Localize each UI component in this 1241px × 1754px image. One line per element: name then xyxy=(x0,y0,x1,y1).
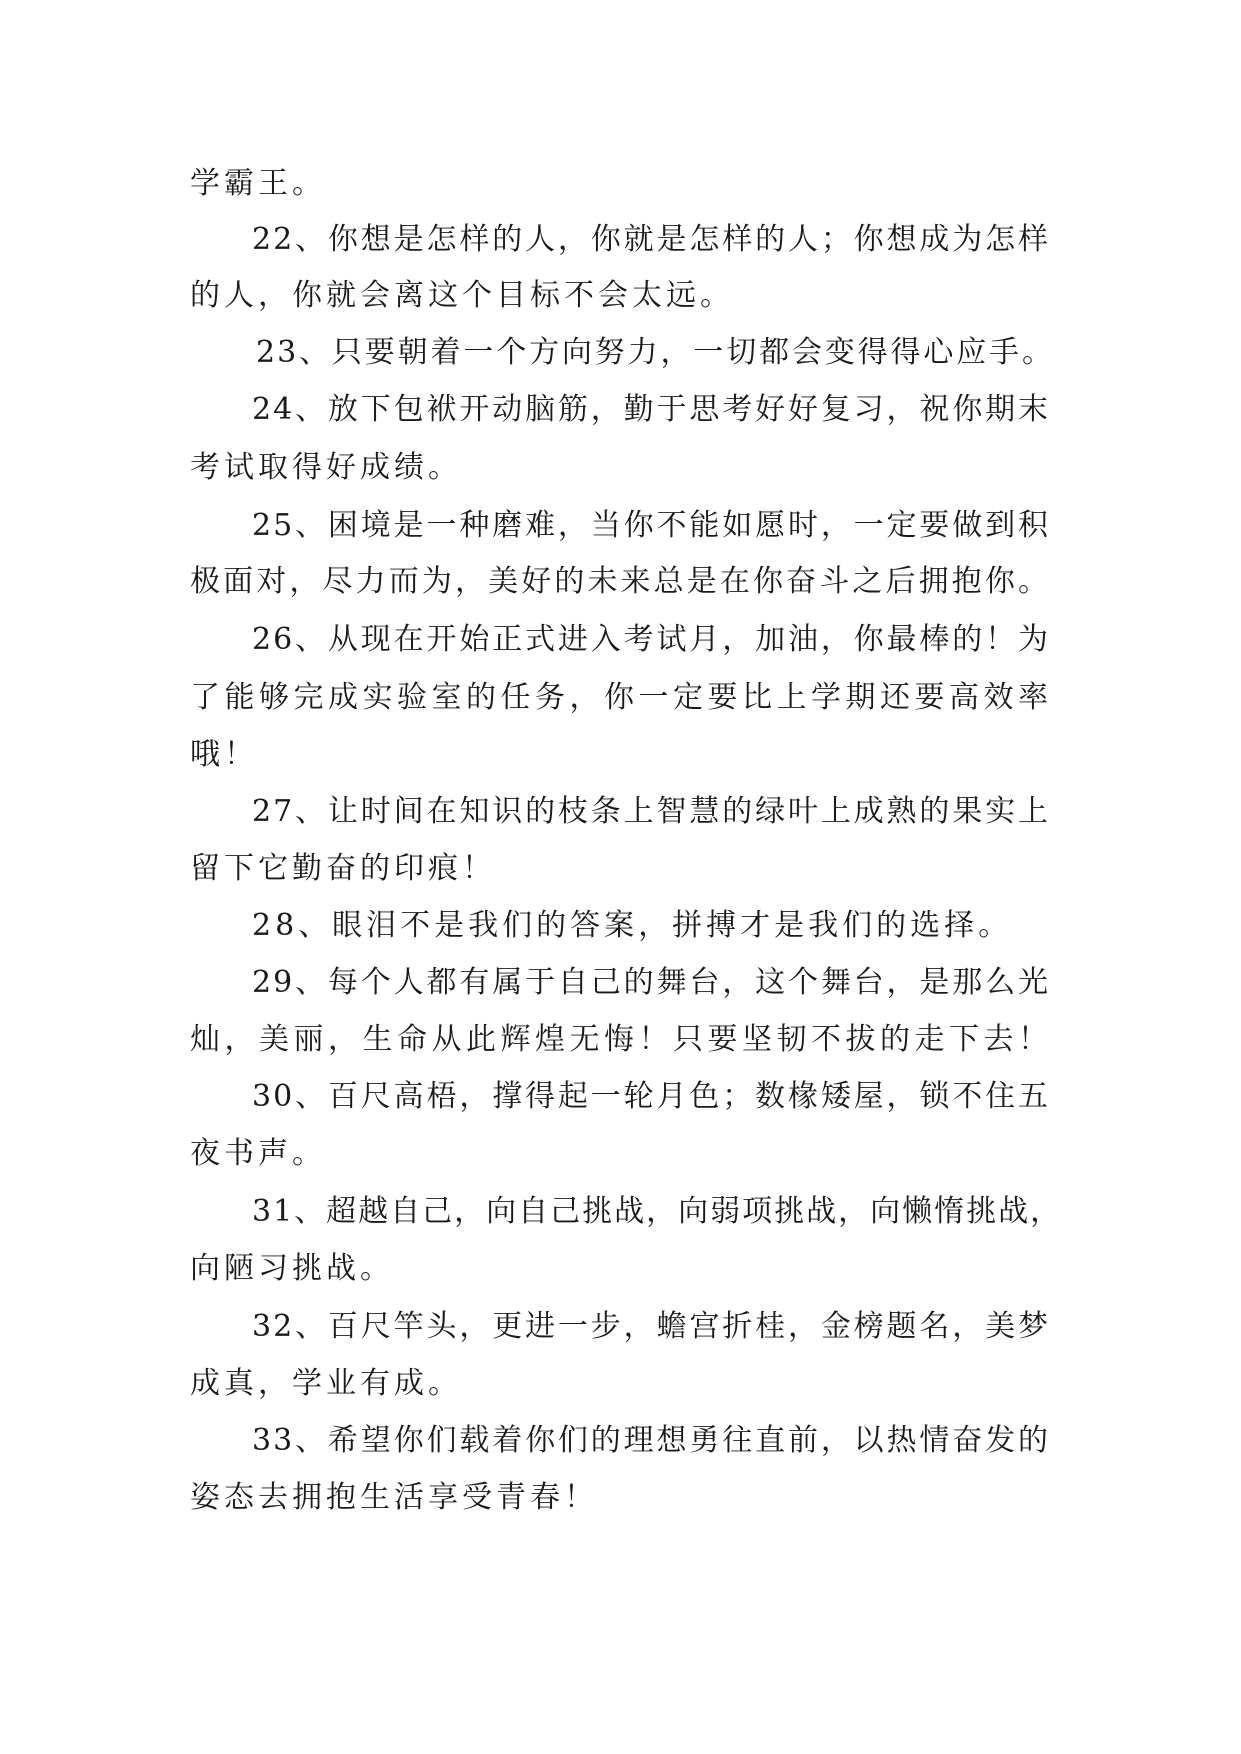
text-line: 25、困境是一种磨难，当你不能如愿时，一定要做到积 xyxy=(252,508,1050,543)
text-line: 姿态去拥抱生活享受青春！ xyxy=(190,1480,598,1515)
text-line: 23、只要朝着一个方向努力，一切都会变得得心应手。 xyxy=(256,335,1054,370)
text-line: 26、从现在开始正式进入考试月，加油，你最棒的！为 xyxy=(252,622,1050,657)
text-line: 学霸王。 xyxy=(190,166,326,201)
text-line: 考试取得好成绩。 xyxy=(190,450,462,485)
text-line: 24、放下包袱开动脑筋，勤于思考好好复习，祝你期末 xyxy=(252,392,1050,427)
text-line: 22、你想是怎样的人，你就是怎样的人；你想成为怎样 xyxy=(252,222,1050,257)
text-line: 夜书声。 xyxy=(190,1136,326,1171)
text-line: 28、眼泪不是我们的答案，拼搏才是我们的选择。 xyxy=(252,908,1013,943)
text-line: 29、每个人都有属于自己的舞台，这个舞台，是那么光 xyxy=(252,965,1050,1000)
text-line: 哦！ xyxy=(190,737,258,772)
text-line: 成真，学业有成。 xyxy=(190,1366,462,1401)
text-line: 31、超越自己，向自己挑战，向弱项挑战，向懒惰挑战， xyxy=(252,1194,1063,1229)
text-line: 留下它勤奋的印痕！ xyxy=(190,851,496,886)
text-line: 27、让时间在知识的枝条上智慧的绿叶上成熟的果实上 xyxy=(252,794,1050,829)
text-line: 极面对，尽力而为，美好的未来总是在你奋斗之后拥抱你。 xyxy=(190,564,1050,599)
text-line: 的人，你就会离这个目标不会太远。 xyxy=(190,278,734,313)
text-line: 向陋习挑战。 xyxy=(190,1251,394,1286)
text-line: 灿，美丽，生命从此辉煌无悔！只要坚韧不拔的走下去！ xyxy=(190,1022,1050,1057)
text-line: 32、百尺竿头，更进一步，蟾宫折桂，金榜题名，美梦 xyxy=(252,1309,1050,1344)
text-line: 30、百尺高梧，撑得起一轮月色；数椽矮屋，锁不住五 xyxy=(252,1079,1050,1114)
text-line: 了能够完成实验室的任务，你一定要比上学期还要高效率 xyxy=(190,680,1050,715)
text-line: 33、希望你们载着你们的理想勇往直前，以热情奋发的 xyxy=(252,1423,1050,1458)
